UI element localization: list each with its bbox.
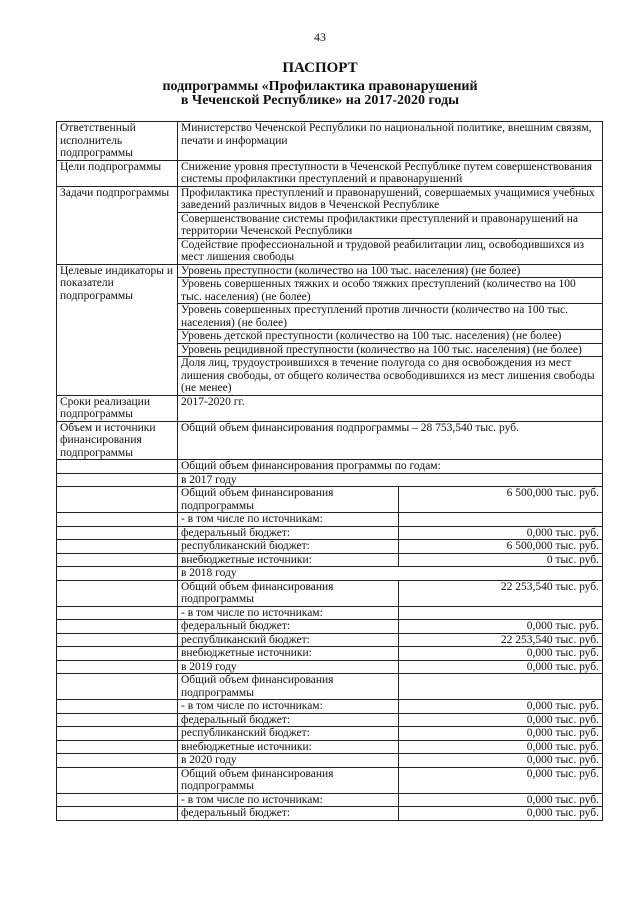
table-row <box>57 421 603 460</box>
funding-label-spacer <box>57 754 178 768</box>
indicator-item: Уровень совершенных преступлений против личности (количество на 100 тыс. населения) (не более) <box>178 304 603 330</box>
table-row <box>57 647 603 661</box>
table-row <box>57 767 603 793</box>
year-value-2020: 0,000 тыс. руб. <box>399 754 603 768</box>
federal-value-2019: 0,000 тыс. руб. <box>399 713 603 727</box>
task-item: Содействие профессиональной и трудовой реабилитации лиц, освободившихся из мест лишения свободы <box>178 238 603 264</box>
subtitle-line-1: подпрограммы «Профилактика правонарушений <box>162 79 478 94</box>
table-row <box>57 740 603 754</box>
goals-value: Снижение уровня преступности в Чеченской Республике путем совершенствования системы профилактики преступлений и правонарушений <box>178 160 603 186</box>
table-row <box>57 606 603 620</box>
total-value-2020: 0,000 тыс. руб. <box>399 767 603 793</box>
extrabudget-label: внебюджетные источники: <box>178 553 399 567</box>
table-row <box>57 580 603 606</box>
year-heading-2019: в 2019 году <box>178 660 399 674</box>
by-sources-label: - в том числе по источникам: <box>178 700 399 714</box>
funding-label-spacer <box>57 580 178 606</box>
table-row <box>57 186 603 212</box>
year-value-2019: 0,000 тыс. руб. <box>399 660 603 674</box>
table-row <box>57 793 603 807</box>
republican-value-2018: 22 253,540 тыс. руб. <box>399 633 603 647</box>
federal-value-2017: 0,000 тыс. руб. <box>399 526 603 540</box>
federal-label: федеральный бюджет: <box>178 526 399 540</box>
extrabudget-value-2018: 0,000 тыс. руб. <box>399 647 603 661</box>
extrabudget-label: внебюджетные источники: <box>178 740 399 754</box>
funding-label-spacer <box>57 460 178 474</box>
by-sources-value-2019: 0,000 тыс. руб. <box>399 700 603 714</box>
federal-value-2018: 0,000 тыс. руб. <box>399 620 603 634</box>
total-value-2018: 22 253,540 тыс. руб. <box>399 580 603 606</box>
funding-label-spacer <box>57 567 178 581</box>
funding-label-spacer <box>57 473 178 487</box>
document-subtitle <box>0 80 640 108</box>
by-sources-label: - в том числе по источникам: <box>178 606 399 620</box>
funding-label-spacer <box>57 553 178 567</box>
republican-value-2017: 6 500,000 тыс. руб. <box>399 540 603 554</box>
funding-by-years: Общий объем финансирования программы по годам: <box>178 460 603 474</box>
funding-label-spacer <box>57 740 178 754</box>
table-row <box>57 540 603 554</box>
republican-value-2019: 0,000 тыс. руб. <box>399 727 603 741</box>
total-label: Общий объем финансирования подпрограммы <box>178 487 399 513</box>
funding-label-spacer <box>57 513 178 527</box>
funding-label-spacer <box>57 647 178 661</box>
goals-label: Цели подпрограммы <box>57 160 178 186</box>
funding-label-spacer <box>57 606 178 620</box>
table-row <box>57 807 603 821</box>
indicator-item: Доля лиц, трудоустроившихся в течение полугода со дня освобождения из мест лишения свободы, от общего количества освободившихся из мест лишения свободы (не менее) <box>178 357 603 396</box>
year-heading-2020: в 2020 году <box>178 754 399 768</box>
total-value-2017: 6 500,000 тыс. руб. <box>399 487 603 513</box>
funding-label-spacer <box>57 633 178 647</box>
task-item: Совершенствование системы профилактики преступлений и правонарушений на территории Чеченской Республики <box>178 212 603 238</box>
year-heading-2018: в 2018 году <box>178 567 603 581</box>
total-label: Общий объем финансирования подпрограммы <box>178 674 399 700</box>
empty-cell <box>399 606 603 620</box>
extrabudget-label: внебюджетные источники: <box>178 647 399 661</box>
table-row <box>57 633 603 647</box>
table-row <box>57 473 603 487</box>
federal-label: федеральный бюджет: <box>178 620 399 634</box>
indicator-item: Уровень преступности (количество на 100 тыс. населения) (не более) <box>178 264 603 278</box>
republican-label: республиканский бюджет: <box>178 727 399 741</box>
by-sources-value-2020: 0,000 тыс. руб. <box>399 793 603 807</box>
funding-label-spacer <box>57 727 178 741</box>
funding-label-spacer <box>57 620 178 634</box>
funding-label-spacer <box>57 540 178 554</box>
table-row <box>57 395 603 421</box>
page-number: 43 <box>314 30 326 44</box>
funding-label-spacer <box>57 660 178 674</box>
table-row <box>57 674 603 700</box>
passport-table <box>56 121 603 821</box>
funding-label: Объем и источники финансирования подпрограммы <box>57 421 178 460</box>
funding-label-spacer <box>57 767 178 793</box>
table-row <box>57 713 603 727</box>
by-sources-label: - в том числе по источникам: <box>178 793 399 807</box>
indicators-label: Целевые индикаторы и показатели подпрограммы <box>57 264 178 395</box>
subtitle-line-2: в Чеченской Республике» на 2017-2020 годы <box>180 93 460 108</box>
funding-label-spacer <box>57 807 178 821</box>
funding-label-spacer <box>57 713 178 727</box>
indicator-item: Уровень рецидивной преступности (количество на 100 тыс. населения) (не более) <box>178 343 603 357</box>
federal-label: федеральный бюджет: <box>178 807 399 821</box>
funding-label-spacer <box>57 674 178 700</box>
empty-cell <box>399 674 603 700</box>
funding-label-spacer <box>57 487 178 513</box>
republican-label: республиканский бюджет: <box>178 540 399 554</box>
total-label: Общий объем финансирования подпрограммы <box>178 767 399 793</box>
republican-label: республиканский бюджет: <box>178 633 399 647</box>
table-row <box>57 620 603 634</box>
table-row <box>57 660 603 674</box>
terms-label: Сроки реализации подпрограммы <box>57 395 178 421</box>
table-row <box>57 513 603 527</box>
table-row <box>57 122 603 161</box>
extrabudget-value-2019: 0,000 тыс. руб. <box>399 740 603 754</box>
funding-label-spacer <box>57 793 178 807</box>
year-heading-2017: в 2017 году <box>178 473 603 487</box>
executor-value: Министерство Чеченской Республики по национальной политике, внешним связям, печати и информации <box>178 122 603 161</box>
indicator-item: Уровень детской преступности (количество на 100 тыс. населения) (не более) <box>178 330 603 344</box>
tasks-label: Задачи подпрограммы <box>57 186 178 264</box>
funding-label-spacer <box>57 700 178 714</box>
table-row <box>57 487 603 513</box>
table-row <box>57 567 603 581</box>
table-row <box>57 553 603 567</box>
table-row <box>57 754 603 768</box>
executor-label: Ответственный исполнитель подпрограммы <box>57 122 178 161</box>
funding-label-spacer <box>57 526 178 540</box>
table-row <box>57 700 603 714</box>
table-row <box>57 727 603 741</box>
federal-label: федеральный бюджет: <box>178 713 399 727</box>
table-row <box>57 160 603 186</box>
table-row <box>57 460 603 474</box>
total-label: Общий объем финансирования подпрограммы <box>178 580 399 606</box>
document-title: ПАСПОРТ <box>282 60 358 76</box>
table-row <box>57 264 603 278</box>
indicator-item: Уровень совершенных тяжких и особо тяжких преступлений (количество на 100 тыс. населения) (не более) <box>178 278 603 304</box>
by-sources-label: - в том числе по источникам: <box>178 513 399 527</box>
task-item: Профилактика преступлений и правонарушений, совершаемых учащимися учебных заведений различных видов в Чеченской Республике <box>178 186 603 212</box>
terms-value: 2017-2020 гг. <box>178 395 603 421</box>
empty-cell <box>399 513 603 527</box>
extrabudget-value-2017: 0 тыс. руб. <box>399 553 603 567</box>
table-row <box>57 526 603 540</box>
funding-total: Общий объем финансирования подпрограммы – 28 753,540 тыс. руб. <box>178 421 603 460</box>
federal-value-2020: 0,000 тыс. руб. <box>399 807 603 821</box>
